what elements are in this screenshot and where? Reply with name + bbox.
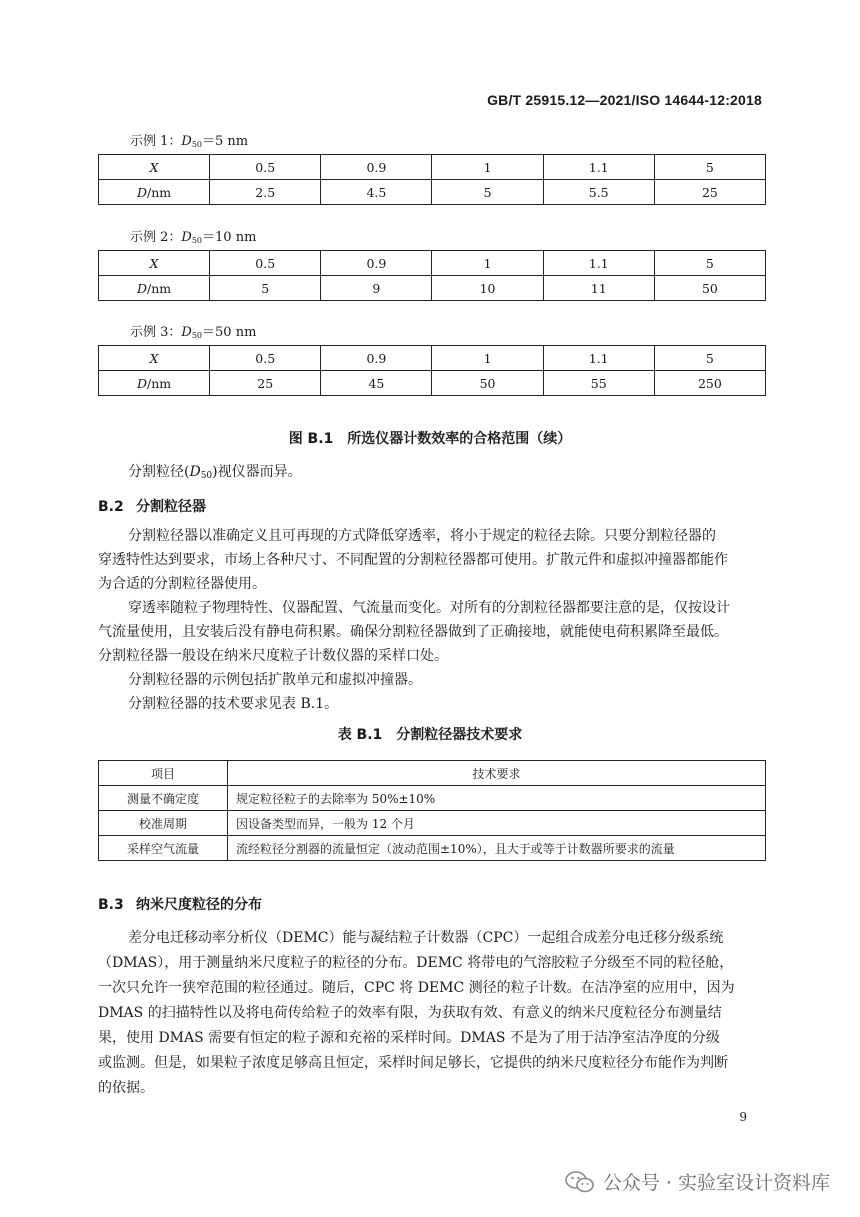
paragraph-line: 差分电迁移动率分析仪（DEMC）能与凝结粒子计数器（CPC）一起组合成差分电迁移分级系统 (128, 930, 724, 946)
table-cell: 5.5 (543, 180, 654, 205)
table-row (99, 155, 766, 180)
paragraph-line: 穿透率随粒子物理特性、仪器配置、气流量而变化。对所有的分割粒径器都要注意的是，仅按设计 (128, 600, 730, 616)
section-b3-number: B.3 (98, 897, 124, 913)
section-b2-heading (98, 496, 206, 516)
table-row (99, 251, 766, 276)
paragraph-line: DMAS 的扫描特性以及将电荷传给粒子的效率有限，为获取有效、有意义的纳米尺度粒径分布测量结 (98, 1005, 722, 1021)
example-2-table (98, 250, 766, 301)
watermark (565, 1168, 830, 1195)
table-cell: 0.5 (210, 155, 321, 180)
d-unit: /nm (147, 280, 172, 296)
example-3-d-subscript: 50 (191, 331, 203, 340)
table-cell: 5 (654, 251, 765, 276)
example-2-d-symbol: D (181, 230, 192, 245)
x-row-label: X (99, 155, 210, 180)
table-cell: 4.5 (321, 180, 432, 205)
table-cell: 规定粒径粒子的去除率为 50%±10% (228, 786, 766, 811)
table-row (99, 786, 766, 811)
table-cell: 25 (654, 180, 765, 205)
table-cell: 50 (432, 371, 543, 396)
table-cell: 5 (432, 180, 543, 205)
table-cell: 0.9 (321, 155, 432, 180)
table-cell: 250 (654, 371, 765, 396)
example-3-prefix: 示例 3： (130, 325, 182, 340)
table-cell: 0.9 (321, 346, 432, 371)
paragraph-line: 分割粒径器一般设在纳米尺度粒子计数仪器的采样口处。 (98, 648, 448, 664)
table-cell: 55 (543, 371, 654, 396)
table-cell: 1.1 (543, 155, 654, 180)
column-header: 技术要求 (228, 761, 766, 786)
table-row (99, 811, 766, 836)
example-3-d-symbol: D (181, 325, 192, 340)
d-row-label (99, 180, 210, 205)
paragraph-line: 为合适的分割粒径器使用。 (98, 576, 266, 592)
example-3-table (98, 345, 766, 396)
watermark-text: 公众号 · 实验室设计资料库 (602, 1172, 830, 1194)
table-cell: 2.5 (210, 180, 321, 205)
example-2-prefix: 示例 2： (130, 230, 182, 245)
section-b3-title: 纳米尺度粒径的分布 (136, 897, 262, 913)
table-cell: 因设备类型而异，一般为 12 个月 (228, 811, 766, 836)
paragraph-line: 穿透特性达到要求，市场上各种尺寸、不同配置的分割粒径器都可使用。扩散元件和虚拟冲撞器都能作 (98, 552, 728, 568)
example-1-value: ＝5 nm (202, 134, 249, 149)
table-cell: 5 (654, 346, 765, 371)
paragraph-line: 分割粒径器的示例包括扩散单元和虚拟冲撞器。 (128, 672, 422, 688)
table-cell: 1 (432, 346, 543, 371)
table-cell: 0.5 (210, 251, 321, 276)
table-cell: 1 (432, 155, 543, 180)
paragraph-line: （DMAS），用于测量纳米尺度粒子的粒径的分布。DEMC 将带电的气溶胶粒子分级至不同的粒径舱， (98, 955, 734, 971)
figure-caption: 图 B.1 所选仪器计数效率的合格范围（续） (288, 431, 572, 447)
table-cell: 45 (321, 371, 432, 396)
table-b1 (98, 760, 766, 861)
table-cell: 1.1 (543, 251, 654, 276)
table-row (99, 180, 766, 205)
example-1-prefix: 示例 1： (130, 134, 182, 149)
table-row (99, 836, 766, 861)
paragraph-line: 气流量使用，且安装后没有静电荷积累。确保分割粒径器做到了正确接地，就能使电荷积累降至最低。 (98, 624, 728, 640)
table-cell: 9 (321, 276, 432, 301)
x-row-label: X (99, 251, 210, 276)
table-cell: 0.5 (210, 346, 321, 371)
section-b2-number: B.2 (98, 499, 124, 515)
d-unit: /nm (147, 184, 172, 200)
paragraph-line: 一次只允许一狭窄范围的粒径通过。随后，CPC 将 DEMC 测径的粒子计数。在洁净室的应用中，因为 (98, 980, 735, 996)
cut-size-note (98, 460, 796, 488)
cut-note-after: )视仪器而异。 (212, 464, 302, 480)
column-header: 项目 (99, 761, 228, 786)
d-symbol: D (137, 280, 148, 296)
example-2-value: ＝10 nm (202, 230, 257, 245)
table-cell: 11 (543, 276, 654, 301)
table-row (99, 276, 766, 301)
table-row (99, 371, 766, 396)
section-b2-title: 分割粒径器 (136, 499, 206, 515)
table-cell: 校准周期 (99, 811, 228, 836)
d-symbol: D (137, 375, 148, 391)
table-cell: 0.9 (321, 251, 432, 276)
cut-note-subscript: 50 (200, 471, 213, 481)
example-1-d-symbol: D (181, 134, 192, 149)
paragraph-line: 或监测。但是，如果粒子浓度足够高且恒定，采样时间足够长，它提供的纳米尺度粒径分布能作为判断 (98, 1055, 728, 1071)
page-number: 9 (739, 1110, 747, 1124)
table-cell: 10 (432, 276, 543, 301)
example-3-value: ＝50 nm (202, 325, 257, 340)
d-row-label (99, 276, 210, 301)
standard-code-header: GB/T 25915.12—2021/ISO 14644-12:2018 (487, 92, 762, 108)
table-row (99, 346, 766, 371)
table-cell: 50 (654, 276, 765, 301)
example-3-label (130, 321, 256, 340)
section-b2-body (98, 524, 766, 716)
paragraph-line: 果，使用 DMAS 需要有恒定的粒子源和充裕的采样时间。DMAS 不是为了用于洁净室洁净度的分级 (98, 1030, 720, 1046)
section-b3-body (98, 926, 766, 1101)
wechat-icon (565, 1170, 595, 1194)
example-1-label (130, 130, 248, 149)
paragraph-line: 分割粒径器的技术要求见表 B.1。 (128, 696, 339, 712)
cut-note-before: 分割粒径( (128, 464, 190, 480)
table-cell: 1 (432, 251, 543, 276)
table-cell: 流经粒径分割器的流量恒定（波动范围±10%），且大于或等于计数器所要求的流量 (228, 836, 766, 861)
table-cell: 1.1 (543, 346, 654, 371)
table-cell: 5 (654, 155, 765, 180)
d-symbol: D (137, 184, 148, 200)
example-1-d-subscript: 50 (191, 140, 203, 149)
example-1-table (98, 154, 766, 205)
example-2-label (130, 226, 256, 245)
table-cell: 测量不确定度 (99, 786, 228, 811)
paragraph-line: 分割粒径器以准确定义且可再现的方式降低穿透率，将小于规定的粒径去除。只要分割粒径器的 (128, 528, 716, 544)
x-row-label: X (99, 346, 210, 371)
table-cell: 5 (210, 276, 321, 301)
paragraph-line: 的依据。 (98, 1080, 154, 1096)
cut-note-symbol: D (189, 464, 201, 480)
d-unit: /nm (147, 375, 172, 391)
table-header-row (99, 761, 766, 786)
d-row-label (99, 371, 210, 396)
section-b3-heading (98, 894, 262, 914)
example-2-d-subscript: 50 (191, 236, 203, 245)
table-cell: 25 (210, 371, 321, 396)
table-cell: 采样空气流量 (99, 836, 228, 861)
table-b1-caption: 表 B.1 分割粒径器技术要求 (337, 727, 523, 743)
